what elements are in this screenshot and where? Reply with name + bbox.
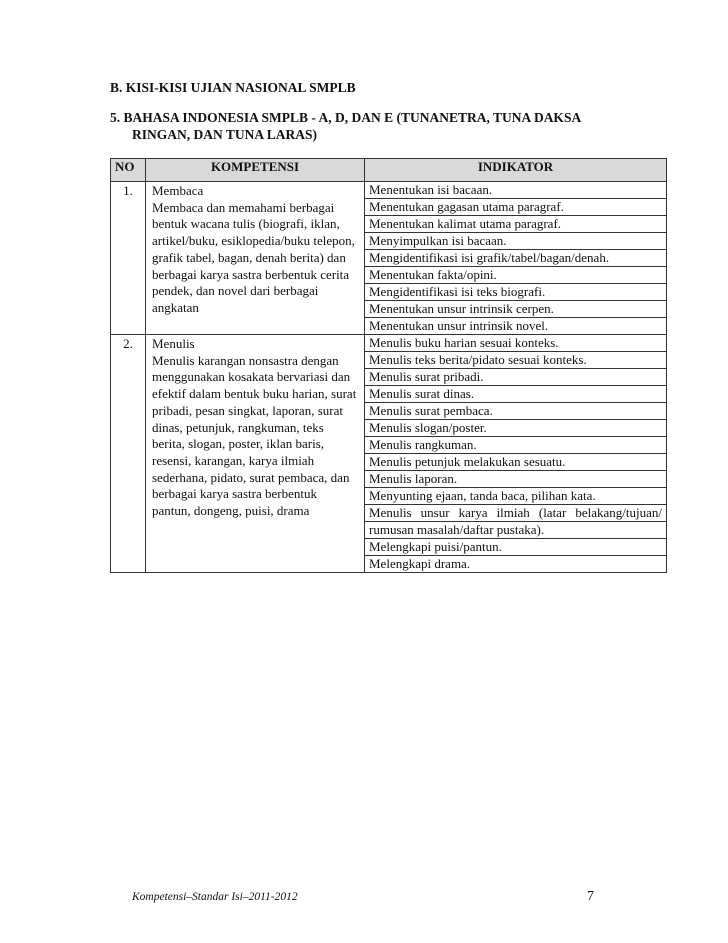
kompetensi-description: Menulis karangan nonsastra dengan menggunakan kosakata bervariasi dan efektif dalam bentuk buku harian, surat pribadi, pesan singkat, laporan, surat dinas, petunjuk, rangkuman, teks berita, slogan, poster, iklan baris, resensi, karangan, karya ilmiah sederhana, pidato, surat pembaca, dan berbagai karya sastra berbentuk pantun, dongeng, puisi, drama [152,352,357,519]
table-header-row [111,159,667,182]
row-number: 2. [111,335,146,573]
indikator-cell: Menulis laporan. [365,471,667,488]
indikator-cell: Melengkapi puisi/pantun. [365,539,667,556]
indikator-cell: Menulis surat dinas. [365,386,667,403]
page-number: 7 [587,889,594,904]
indikator-cell: Menulis slogan/poster. [365,420,667,437]
table-row [111,335,667,352]
kompetensi-cell [146,182,365,335]
table-body [111,182,667,573]
footer-title: Kompetensi–Standar Isi–2011-2012 [132,891,298,903]
indikator-cell: Menentukan unsur intrinsik novel. [365,318,667,335]
section-heading-5: 5. BAHASA INDONESIA SMPLB - A, D, DAN E (TUNANETRA, TUNA DAKSA [110,110,582,125]
indikator-cell: Menulis surat pribadi. [365,369,667,386]
header-kompetensi: KOMPETENSI [146,159,365,182]
indikator-cell: Mengidentifikasi isi teks biografi. [365,284,667,301]
table-row [111,182,667,199]
indikator-cell: Menyimpulkan isi bacaan. [365,233,667,250]
section-heading-b: B. KISI-KISI UJIAN NASIONAL SMPLB [110,80,356,95]
kompetensi-cell [146,335,365,573]
header-no: NO [111,159,146,182]
header-indikator: INDIKATOR [365,159,667,182]
section-heading-5-continued: RINGAN, DAN TUNA LARAS) [132,127,318,142]
indikator-cell: Menentukan unsur intrinsik cerpen. [365,301,667,318]
indikator-cell: Menyunting ejaan, tanda baca, pilihan kata. [365,488,667,505]
indikator-cell: Mengidentifikasi isi grafik/tabel/bagan/denah. [365,250,667,267]
indikator-cell: Menulis teks berita/pidato sesuai konteks. [365,352,667,369]
indikator-cell: Menentukan gagasan utama paragraf. [365,199,667,216]
indikator-cell: Menentukan isi bacaan. [365,182,667,199]
indikator-cell: Menentukan fakta/opini. [365,267,667,284]
kompetensi-title: Menulis [152,336,195,351]
indikator-cell: Menulis unsur karya ilmiah (latar belakang/tujuan/ [365,505,667,522]
indikator-cell: Menulis buku harian sesuai konteks. [365,335,667,352]
kompetensi-description: Membaca dan memahami berbagai bentuk wacana tulis (biografi, iklan, artikel/buku, esiklopedia/buku telepon, grafik tabel, bagan, denah berita) dan berbagai karya sastra berbentuk cerita pendek, dan novel dari berbagai angkatan [152,199,355,315]
kisi-kisi-table [110,158,667,573]
indikator-cell: Melengkapi drama. [365,556,667,573]
kompetensi-title: Membaca [152,183,204,198]
row-number: 1. [111,182,146,335]
indikator-cell: Menulis surat pembaca. [365,403,667,420]
indikator-cell: Menulis petunjuk melakukan sesuatu. [365,454,667,471]
indikator-cell: Menulis rangkuman. [365,437,667,454]
indikator-cell: Menentukan kalimat utama paragraf. [365,216,667,233]
indikator-cell: rumusan masalah/daftar pustaka). [365,522,667,539]
